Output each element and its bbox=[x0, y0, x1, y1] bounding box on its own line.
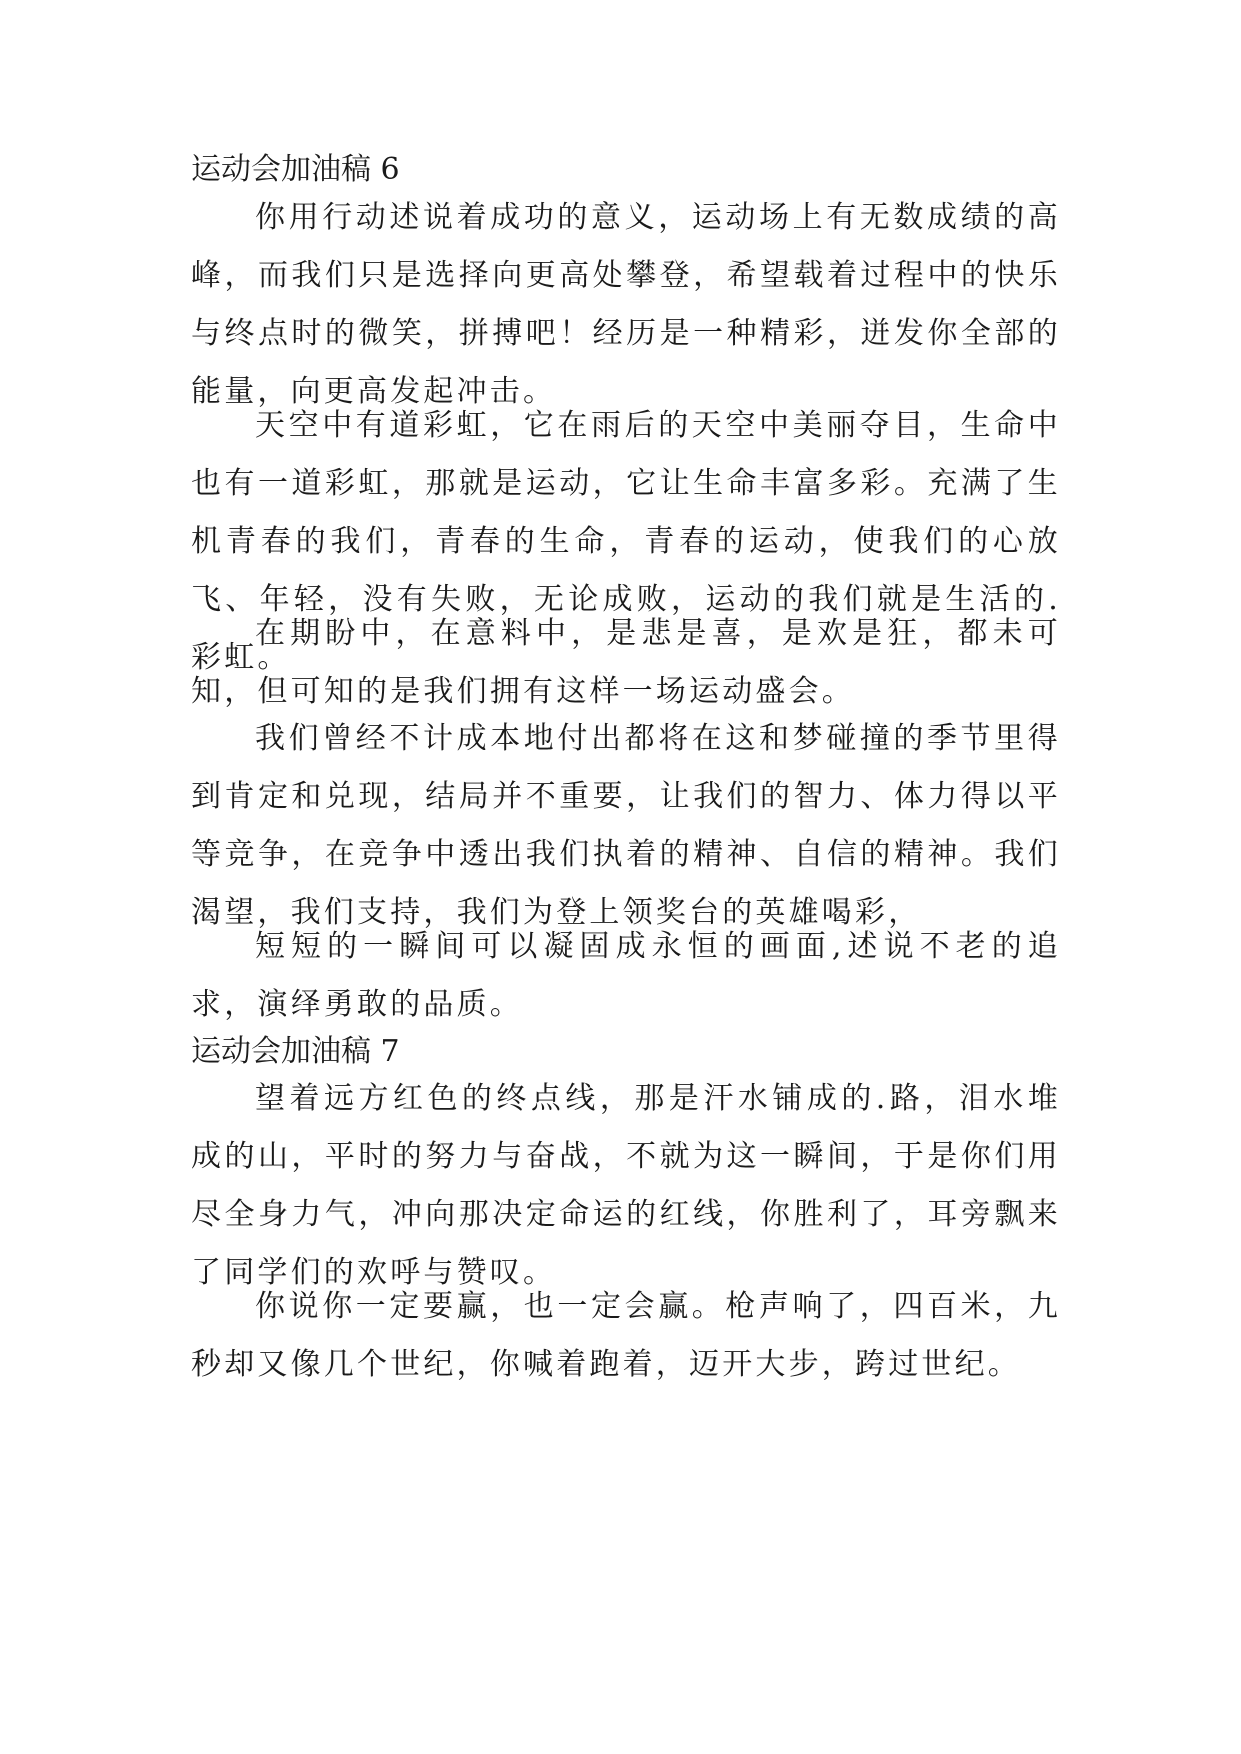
paragraph: 你说你一定要赢，也一定会赢。枪声响了，四百米，九秒却又像几个世纪，你喊着跑着，迈开大步，跨过世纪。 bbox=[191, 1289, 1061, 1382]
paragraph: 你用行动述说着成功的意义，运动场上有无数成绩的高峰，而我们只是选择向更高处攀登，希望载着过程中的快乐与终点时的微笑，拼搏吧！经历是一种精彩，迸发你全部的能量，向更高发起冲击。 bbox=[191, 200, 1061, 409]
paragraph: 天空中有道彩虹，它在雨后的天空中美丽夺目，生命中也有一道彩虹，那就是运动，它让生命丰富多彩。充满了生机青春的我们，青春的生命，青春的运动，使我们的心放飞、年轻，没有失败，无论成败，运动的我们就是生活的.彩虹。 bbox=[191, 408, 1061, 675]
paragraph: 我们曾经不计成本地付出都将在这和梦碰撞的季节里得到肯定和兑现，结局并不重要，让我们的智力、体力得以平等竞争，在竞争中透出我们执着的精神、自信的精神。我们渴望，我们支持，我们为登上领奖台的英雄喝彩， bbox=[191, 721, 1061, 930]
paragraph: 望着远方红色的终点线，那是汗水铺成的.路，泪水堆成的山，平时的努力与奋战，不就为这一瞬间，于是你们用尽全身力气，冲向那决定命运的红线，你胜利了，耳旁飘来了同学们的欢呼与赞叹。 bbox=[191, 1081, 1061, 1290]
paragraph: 短短的一瞬间可以凝固成永恒的画面,述说不老的追求，演绎勇敢的品质。 bbox=[191, 929, 1061, 1022]
section-title: 运动会加油稿 6 bbox=[191, 152, 400, 187]
section-title: 运动会加油稿 7 bbox=[191, 1034, 400, 1069]
paragraph: 在期盼中，在意料中，是悲是喜，是欢是狂，都未可知，但可知的是我们拥有这样一场运动盛会。 bbox=[191, 616, 1061, 709]
